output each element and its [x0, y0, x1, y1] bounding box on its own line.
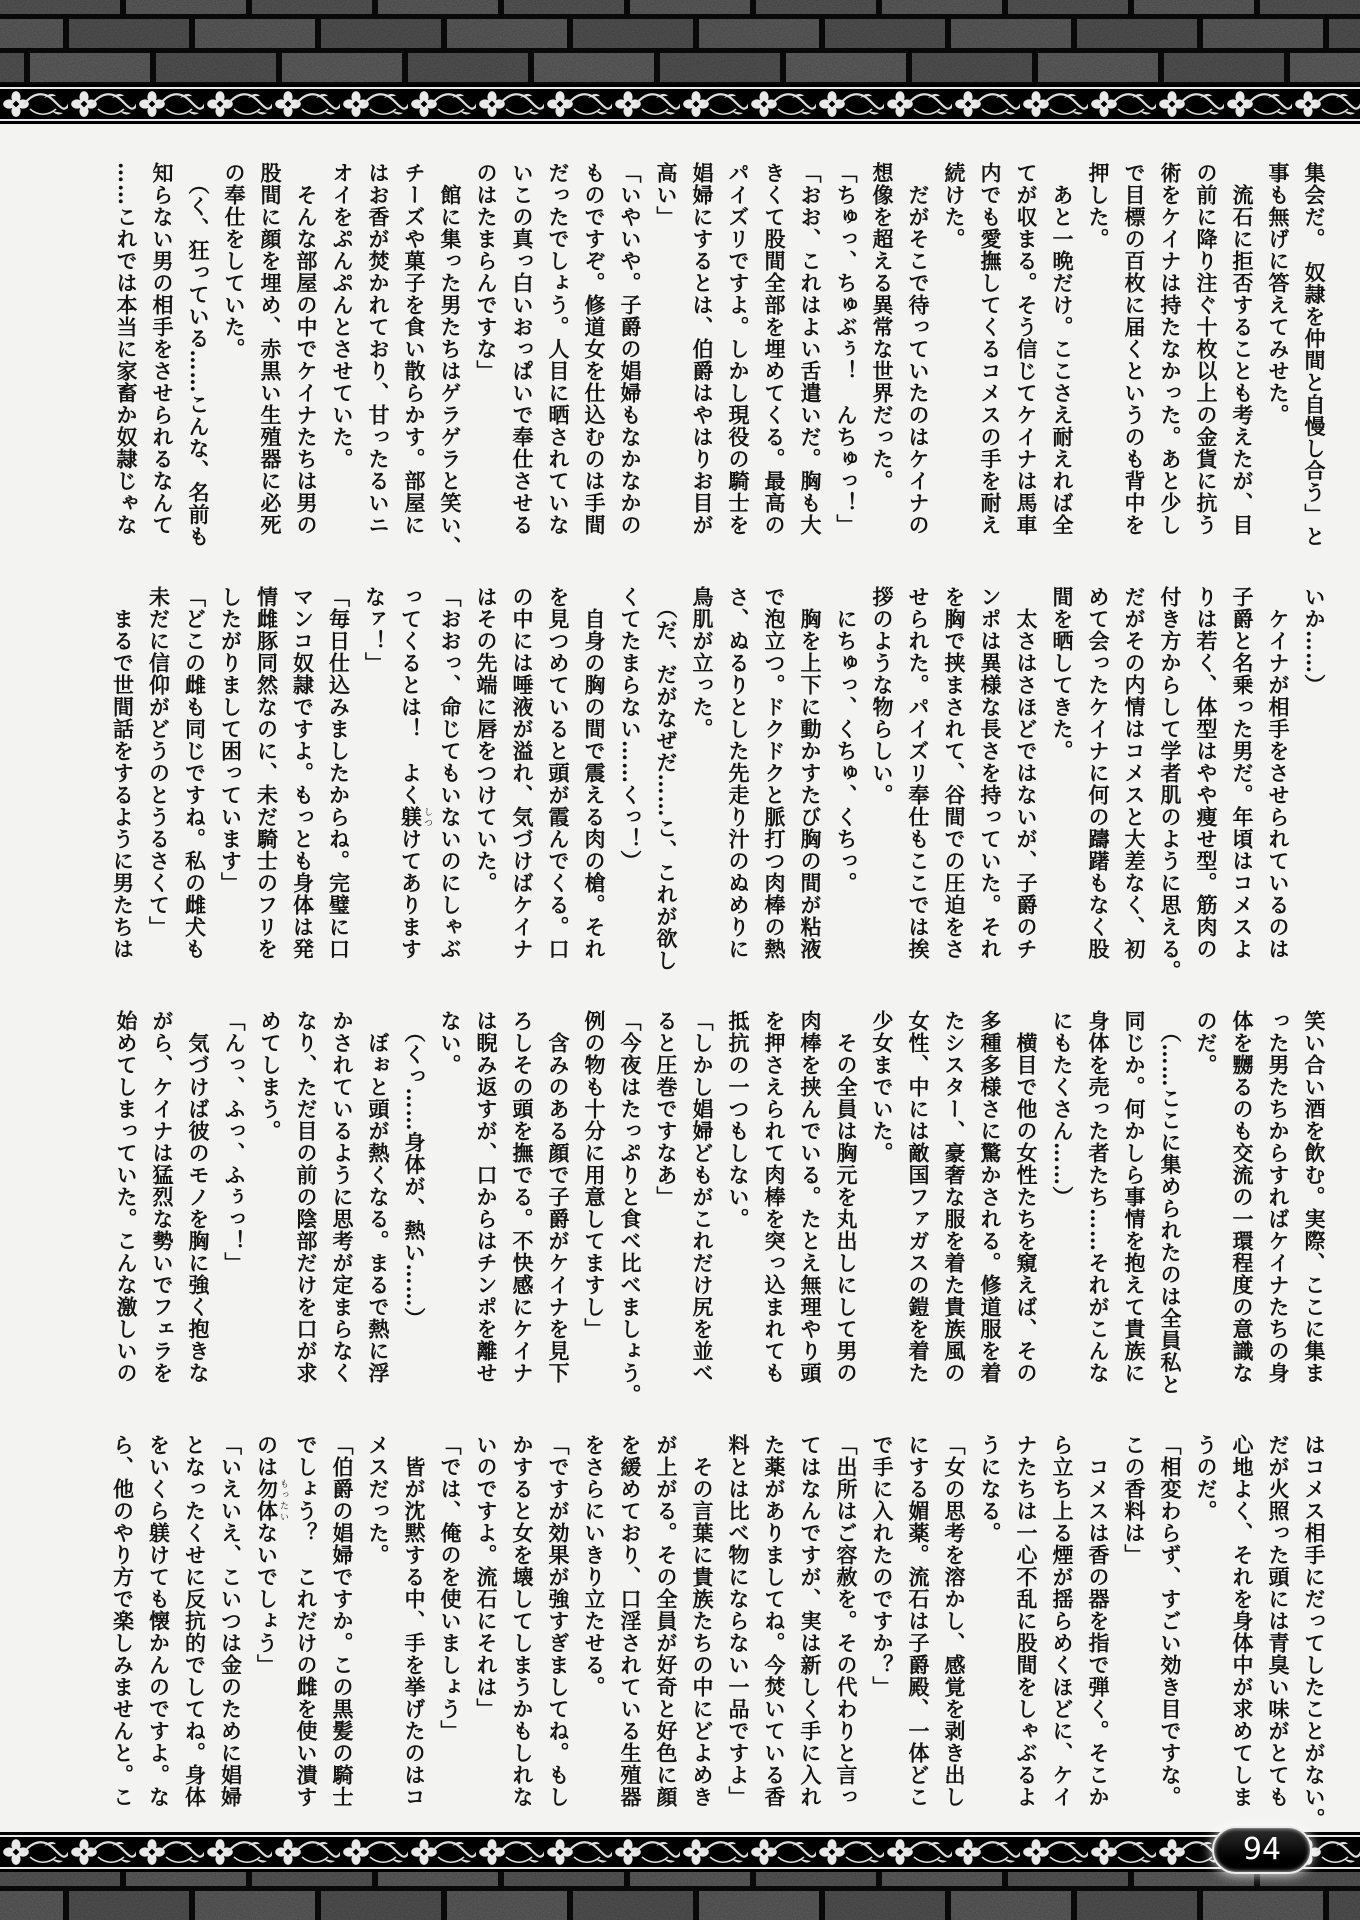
text-column: 少女までいた。 — [870, 1010, 895, 1164]
text-column: にする媚薬。流石は子爵殿、一体どこ — [906, 1434, 931, 1808]
text-column: ……これでは本当に家畜か奴隷じゃな — [114, 162, 139, 536]
text-column: 股間に顔を埋め、赤黒い生殖器に必死 — [258, 162, 283, 536]
text-column: はお香が焚かれており、甘ったるいニ — [366, 162, 391, 536]
text-column: 横目で他の女性たちを窺えば、その — [1014, 1010, 1039, 1384]
text-column: （くっ……身体が、熱い……） — [402, 1010, 427, 1330]
text-column: ろしその頭を撫でる。不快感にケイナ — [510, 1010, 535, 1384]
text-column: 事も無げに答えてみせた。 — [1266, 162, 1291, 426]
text-column: 娼婦にするとは、伯爵はやはりお目が — [690, 162, 715, 536]
text-column: オイをぷんぷんとさせていた。 — [330, 162, 355, 470]
text-column: メスだった。 — [366, 1434, 391, 1566]
text-column: いこの真っ白いおっぱいで奉仕させる — [510, 162, 535, 536]
text-column: したがりまして困っています」 — [218, 586, 244, 894]
text-column: 「しかし娼婦どもがこれだけ尻を並べ — [690, 1010, 715, 1384]
text-column: うになる。 — [978, 1434, 1003, 1544]
text-column: 太さはさほどではないが、子爵のチ — [1014, 586, 1039, 960]
text-column: ぼぉと頭が熱くなる。まるで熱に浮 — [366, 1010, 391, 1384]
text-column: その全員は胸元を丸出しにして男の — [834, 1010, 859, 1384]
text-column: コメスは香の器を指で弾く。そこか — [1086, 1434, 1111, 1808]
text-column: くてたまらない……くっ！） — [618, 586, 643, 872]
text-column: だが火照った頭には青臭い味がとても — [1266, 1434, 1291, 1808]
text-column: ンポは異様な長さを持っていた。それ — [978, 586, 1003, 960]
text-column: のは勿体もったいないでしょう」 — [254, 1434, 288, 1676]
text-column: にちゅっ、くちゅ、くちっ。 — [834, 586, 859, 894]
brick-border-bottom — [0, 1872, 1360, 1920]
text-column: 含みのある顔で子爵がケイナを見下 — [546, 1010, 571, 1384]
text-column: で目標の百枚に届くというのも背中を — [1122, 162, 1147, 536]
text-column: 「ちゅっ、ちゅぶぅ！ んちゅっ！」 — [834, 162, 859, 536]
text-column: の中には唾液が溢れ、気づけばケイナ — [510, 586, 535, 960]
border-bottom — [0, 1832, 1360, 1920]
text-column: 鳥肌が立った。 — [690, 586, 715, 740]
text-column: はその先端に唇をつけていた。 — [474, 586, 499, 894]
text-column: （く、狂っている……こんな、名前も — [186, 162, 211, 548]
text-column: 身体を売った者たち……それがこんな — [1086, 1010, 1111, 1384]
text-column: 「では、俺のを使いましょう」 — [438, 1434, 463, 1742]
text-column: をいくら躾けても懐かんのですよ。な — [146, 1434, 172, 1808]
text-column: 集会だ。 奴隷を仲間と自慢し合う」と — [1302, 162, 1327, 548]
text-column: 情雌豚同然なのに、未だ騎士のフリを — [254, 586, 280, 960]
text-column: 拶のような物らしい。 — [870, 586, 895, 806]
text-column: 未だに信仰がどうのとうるさくて」 — [146, 586, 172, 938]
text-column: のだ。 — [1194, 1010, 1219, 1076]
text-column: この香料は」 — [1122, 1434, 1147, 1566]
page-text-area — [0, 124, 1360, 1832]
text-column: 「どこの雌も同じですね。私の雌犬も — [182, 586, 208, 960]
text-column: ない。 — [438, 1010, 463, 1076]
text-column: となったくせに反抗的でしてね。身体 — [182, 1434, 208, 1808]
text-column: 押した。 — [1086, 162, 1111, 250]
text-column: 肉棒を挟んでいる。たとえ無理やり頭 — [798, 1010, 823, 1384]
text-column: 女性、中には敵国ファガスの鎧を着た — [906, 1010, 931, 1384]
text-column: ら立ち上る煙が揺らめくほどに、ケイ — [1050, 1434, 1075, 1808]
text-column: 「毎日仕込みましたからね。完璧に口 — [326, 586, 352, 960]
text-column: 知らない男の相手をさせられるなんて — [150, 162, 175, 536]
page-number-badge — [1212, 1826, 1312, 1874]
text-column: 想像を超える異常な世界だった。 — [870, 162, 895, 492]
text-column: を見つめていると頭が霞んでくる。口 — [546, 586, 571, 960]
text-column: なァ！」 — [362, 586, 388, 674]
text-column: ると圧巻ですなあ」 — [654, 1010, 679, 1208]
text-column: 「女の思考を溶かし、感覚を剥き出し — [942, 1434, 967, 1808]
text-column: でしょう？ これだけの雌を使い潰す — [294, 1434, 319, 1808]
ornament-border-bottom — [0, 1832, 1360, 1872]
brick-texture-icon — [0, 0, 1360, 84]
text-column: （……ここに集められたのは全員私と — [1158, 1010, 1183, 1396]
text-column: が上がる。その全員が好奇と好色に顔 — [654, 1434, 679, 1808]
text-column: めて会ったケイナに何の躊躇もなく股 — [1086, 586, 1111, 960]
text-column: かすると女を壊してしまうかもしれな — [510, 1434, 535, 1808]
text-column: 笑い合い酒を飲む。実際、ここに集ま — [1302, 1010, 1327, 1384]
text-column: いか……） — [1302, 586, 1327, 696]
flower-vine-pattern-icon — [0, 1832, 1360, 1867]
text-column: た薬がありましてね。今焚いている香 — [762, 1434, 787, 1808]
text-column: 始めてしまっていた。こんな激しいの — [114, 1010, 139, 1384]
text-column: 高い」 — [654, 162, 679, 228]
text-column: 自身の胸の間で震える肉の槍。それ — [582, 586, 607, 960]
flower-vine-pattern-icon — [0, 89, 1360, 119]
text-column: 気づけば彼のモノを胸に強く抱きな — [186, 1010, 211, 1384]
text-column: なり、ただ目の前の陰部だけを口が求 — [294, 1010, 319, 1384]
text-column: はコメス相手にだってしたことがない。 — [1302, 1434, 1327, 1830]
text-column: かされているように思考が定まらなく — [330, 1010, 355, 1384]
text-column: は睨み返すが、口からはチンポを離せ — [474, 1010, 499, 1384]
brick-border-top — [0, 0, 1360, 84]
text-column: の奉仕をしていた。 — [222, 162, 247, 360]
text-column: 心地よく、それを身体中が求めてしま — [1230, 1434, 1255, 1808]
text-column: 「んっ、ふっ、ふぅっ！」 — [222, 1010, 247, 1274]
text-column: ものですぞ。修道女を仕込むのは手間 — [582, 162, 607, 536]
text-band-3 — [104, 1010, 1332, 1408]
text-column: で泡立つ。ドクドクと脈打つ肉棒の熱 — [762, 586, 787, 960]
text-column: 内でも愛撫してくるコメスの手を耐え — [978, 162, 1003, 536]
text-column: 多種多様さに驚かされる。修道服を着 — [978, 1010, 1003, 1384]
text-column: 付き方からして学者肌のように思える。 — [1158, 586, 1183, 982]
text-column: あと一晩だけ。ここさえ耐えれば全 — [1050, 162, 1075, 536]
text-column: 「おおっ、命じてもいないのにしゃぶ — [438, 586, 463, 960]
page-number: 94 — [1242, 1832, 1282, 1867]
text-column: いのですよ。流石にそれは」 — [474, 1434, 499, 1720]
text-column: めてしまう。 — [258, 1010, 283, 1142]
text-column: 流石に拒否することも考えたが、目 — [1230, 162, 1255, 536]
text-column: チーズや菓子を食い散らかす。部屋に — [402, 162, 427, 536]
text-column: だったでしょう。人目に晒されていな — [546, 162, 571, 536]
text-column: 「いえいえ、こいつは金のために娼婦 — [218, 1434, 244, 1808]
text-column: 間を晒してきた。 — [1050, 586, 1075, 762]
text-column: 例の物も十分に用意してますし」 — [582, 1010, 607, 1340]
text-column: 「出所はご容赦を。その代わりと言っ — [834, 1434, 859, 1808]
text-column: を緩めており、口淫されている生殖器 — [618, 1434, 643, 1808]
text-column: 胸を上下に動かすたび胸の間が粘液 — [798, 586, 823, 960]
text-column: （だ、だがなぜだ……こ、これが欲し — [654, 586, 679, 972]
text-column: の前に降り注ぐ十枚以上の金貨に抗う — [1194, 162, 1219, 536]
ornament-border-top — [0, 84, 1360, 124]
text-column: 術をケイナは持たなかった。あと少し — [1158, 162, 1183, 536]
text-column: そんな部屋の中でケイナたちは男の — [294, 162, 319, 536]
text-column: パイズリですよ。しかし現役の騎士を — [726, 162, 751, 536]
text-band-2 — [104, 586, 1332, 984]
text-column: を胸で挟まされて、谷間での圧迫をさ — [942, 586, 967, 960]
text-column: 同じか。何かしら事情を抱えて貴族に — [1122, 1010, 1147, 1384]
text-column: ってくるとは！ よく躾しつけてあります — [398, 586, 432, 960]
text-column: 館に集った男たちはゲラゲラと笑い、 — [438, 162, 463, 558]
text-column: ケイナが相手をさせられているのは — [1266, 586, 1291, 960]
text-column: さ、ぬるりとした先走り汁のぬめりに — [726, 586, 751, 960]
text-column: 「おお、これはよい舌遣いだ。胸も大 — [798, 162, 823, 536]
text-column: を押さえられて肉棒を突っ込まれても — [762, 1010, 787, 1384]
text-column: ら、他のやり方で楽しみませんと。こ — [110, 1434, 136, 1808]
text-column: 「伯爵の娼婦ですか。この黒髪の騎士 — [330, 1434, 355, 1808]
text-column: 続けた。 — [942, 162, 967, 250]
text-column: 「今夜はたっぷりと食べ比べましょう。 — [618, 1010, 643, 1406]
text-column: 料とは比べ物にならない一品ですよ」 — [726, 1434, 751, 1808]
text-column: 「いやいや。子爵の娼婦もなかなかの — [618, 162, 643, 536]
text-band-1 — [104, 162, 1332, 560]
brick-texture-icon — [0, 1872, 1360, 1920]
text-column: きくて股間全部を埋めてくる。最高の — [762, 162, 787, 536]
text-column: だがその内情はコメスと大差なく、初 — [1122, 586, 1147, 960]
text-column: がら、ケイナは猛烈な勢いでフェラを — [150, 1010, 175, 1384]
text-column: をさらにいきり立たせる。 — [582, 1434, 607, 1698]
text-column: たシスター、豪奢な服を着た貴族風の — [942, 1010, 967, 1384]
text-column: った男たちからすればケイナたちの身 — [1266, 1010, 1291, 1384]
text-column: ナたちは一心不乱に股間をしゃぶるよ — [1014, 1434, 1039, 1808]
text-column: だがそこで待っていたのはケイナの — [906, 162, 931, 536]
text-column: 子爵と名乗った男だ。年頃はコメスよ — [1230, 586, 1255, 960]
text-column: 「相変わらず、すごい効き目ですな。 — [1158, 1434, 1183, 1808]
text-column: 体を嬲るのも交流の一環程度の意識な — [1230, 1010, 1255, 1384]
text-band-4 — [104, 1434, 1332, 1832]
text-column: 「ですが効果が強すぎましてね。もし — [546, 1434, 571, 1808]
text-column: のはたまらんですな」 — [474, 162, 499, 382]
text-column: せられた。パイズリ奉仕もここでは挨 — [906, 586, 931, 960]
text-column: で手に入れたのですか？」 — [870, 1434, 895, 1698]
text-column: てが収まる。そう信じてケイナは馬車 — [1014, 162, 1039, 536]
text-column: うのだ。 — [1194, 1434, 1219, 1522]
text-column: にもたくさん……） — [1050, 1010, 1075, 1208]
text-column: てはなんですが、実は新しく手に入れ — [798, 1434, 823, 1808]
text-column: りは若く、体型はやや痩せ型。筋肉の — [1194, 586, 1219, 960]
text-column: まるで世間話をするように男たちは — [110, 586, 136, 960]
text-column: マンコ奴隷ですよ。もっとも身体は発 — [290, 586, 316, 960]
text-column: その言葉に貴族たちの中にどよめき — [690, 1434, 715, 1808]
text-column: 抵抗の一つもしない。 — [726, 1010, 751, 1230]
text-column: 皆が沈黙する中、手を挙げたのはコ — [402, 1434, 427, 1808]
